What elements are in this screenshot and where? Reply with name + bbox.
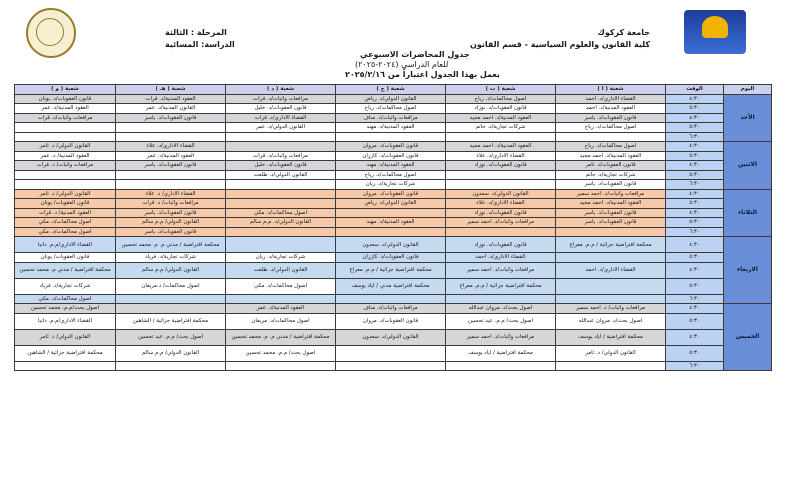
table-row [15, 123, 772, 133]
time-cell: ٥:٣٠ [666, 170, 724, 180]
lecture-cell [336, 361, 446, 371]
academic-year: للعام الدراسي (٢٠٢٤-٢٠٢٥) [355, 60, 449, 69]
lecture-cell: اصول محاكمات/د. رياح [336, 104, 446, 114]
lecture-cell [116, 361, 226, 371]
schedule-title: جدول المحاضرات الاسبوعي [360, 50, 470, 59]
column-header: شعبة ( هـ ) [116, 85, 226, 95]
lecture-cell: العقود المدنية/د. احمد [556, 104, 666, 114]
lecture-cell [556, 253, 666, 263]
lecture-cell: قانون العقوبات/د. نوزاد [446, 208, 556, 218]
lecture-cell: قانون العقوبات/د. خليل [226, 104, 336, 114]
lecture-cell [556, 294, 666, 304]
lecture-cell: العقود المدنية/د. عمر [15, 104, 116, 114]
time-cell: ٤:٣٠ [666, 94, 724, 104]
page-header [0, 0, 800, 84]
lecture-cell: قانون العقوبات/د. مروان [336, 313, 446, 329]
lecture-cell: اصول بحث/د. مروان عبدالله [446, 304, 556, 314]
table-row [15, 218, 772, 228]
lecture-cell: القانون الدولي/ م.م سالم [116, 218, 226, 228]
lecture-cell: اصول محاكمات/د. مكي [226, 208, 336, 218]
lecture-cell: مرافعات واثبات/د. قرات [15, 113, 116, 123]
time-cell: ٥:٣٠ [666, 345, 724, 361]
table-body [15, 94, 772, 371]
lecture-cell: اصول بحث/د. مروان عبدالله [556, 313, 666, 329]
lecture-cell: محكمة افتراضية / مدني م. م. محمد تحسين [116, 237, 226, 253]
lecture-cell: القانون الدولي/د. م.م سالم [226, 218, 336, 228]
lecture-cell [446, 132, 556, 142]
table-row [15, 278, 772, 294]
lecture-cell: العقود المدنية/د. مهند [336, 218, 446, 228]
lecture-cell: مرافعات واثبات/ د. احمد سمير [556, 304, 666, 314]
lecture-cell: القضاء الاداري/م.م. دانيا [15, 237, 116, 253]
lecture-cell: اصول بحث/ م.م. محمد تحسين [226, 345, 336, 361]
table-row [15, 208, 772, 218]
lecture-cell: القضاء الاداري/ د. علاء [116, 189, 226, 199]
time-cell: ٤:٣٠ [666, 304, 724, 314]
lecture-cell: شركات تجارية/د. ريان [226, 253, 336, 263]
lecture-cell: محكمة افتراضية جزائية / الشاهين [15, 345, 116, 361]
lecture-cell: اصول بحث/ م.م. عيد تحسين [116, 329, 226, 345]
lecture-cell: قانون العقوبات/د. ياسر [556, 208, 666, 218]
lecture-cell [116, 132, 226, 142]
lecture-cell: القضاء الاداري/م.م. دانيا [15, 313, 116, 329]
table-row [15, 189, 772, 199]
lecture-cell: العقود المدنية/د. احمد مجيد [446, 113, 556, 123]
lecture-cell: قانون العقوبات/د. ياسر [116, 113, 226, 123]
lecture-cell [116, 180, 226, 190]
lecture-cell [336, 208, 446, 218]
lecture-cell: القانون الدولي/ م.م سالم [116, 345, 226, 361]
lecture-cell: اصول محاكمات/ د.مريفان [116, 278, 226, 294]
lecture-cell: قانون العقوبات/د. كاززان [336, 151, 446, 161]
time-cell: ٥:٣٠ [666, 313, 724, 329]
lecture-cell: القضاء الاداري/د. علاء [116, 142, 226, 152]
lecture-cell [556, 227, 666, 237]
lecture-cell: القانون الدولي/ د. ثامر [15, 142, 116, 152]
lecture-cell [15, 180, 116, 190]
lecture-cell: اصول محاكمات/د. رياح [446, 94, 556, 104]
time-cell: ٦:٣٠ [666, 227, 724, 237]
lecture-cell: قانون العقوبات/د. مروان [336, 142, 446, 152]
lecture-cell [226, 132, 336, 142]
lecture-cell: القانون الدولي/ د. ثامر [15, 189, 116, 199]
lecture-cell: القانون المدنية/د. عمر [116, 104, 226, 114]
table-row [15, 294, 772, 304]
lecture-cell: قانون العقوبات/ يونان [15, 199, 116, 209]
time-cell: ٥:٣٠ [666, 151, 724, 161]
lecture-cell [226, 361, 336, 371]
lecture-cell: القضاء الاداري/د. علاء [446, 199, 556, 209]
lecture-cell: شركات تجارية/د. فرياد [116, 253, 226, 263]
lecture-cell: قانون العقوبات/د. يونان [15, 94, 116, 104]
time-cell: ٤:٣٠ [666, 142, 724, 152]
lecture-cell [15, 132, 116, 142]
table-row [15, 180, 772, 190]
time-cell: ٤:٣٠ [666, 113, 724, 123]
lecture-cell: العقود المدنية/د. احمد مجيد [556, 151, 666, 161]
lecture-cell: محكمة افتراضية جزائية / م.م. معراج [446, 278, 556, 294]
lecture-cell: محكمة افتراضية جزائية / م.م. معراج [556, 237, 666, 253]
column-header: شعبة ( ا ) [556, 85, 666, 95]
table-row [15, 253, 772, 263]
table-row [15, 227, 772, 237]
time-cell: ٦:٣٠ [666, 180, 724, 190]
lecture-cell: العقود المدنية/د. عمر [116, 151, 226, 161]
stage-label: المرحلة : الثالثة [165, 28, 227, 37]
lecture-cell: اصول محاكمات/د. مكي [226, 278, 336, 294]
time-cell: ٤:٣٠ [666, 329, 724, 345]
lecture-cell [556, 132, 666, 142]
table-row [15, 113, 772, 123]
lecture-cell: مرافعات واثبات/د. مناف [336, 113, 446, 123]
lecture-cell: القانون الدولي/د. عمر [226, 123, 336, 133]
table-row [15, 142, 772, 152]
study-label: الدراسة: المسائية [165, 40, 235, 49]
lecture-cell [226, 142, 336, 152]
effective-date: يعمل بهذا الجدول اعتباراً من ٢٠٢٥/٢/١٦ [345, 70, 500, 79]
lecture-cell: القانون الدولي/د. طلعت [226, 262, 336, 278]
lecture-cell [226, 180, 336, 190]
lecture-cell: محكمة افتراضية / اياد يوسف [556, 329, 666, 345]
lecture-cell [226, 199, 336, 209]
lecture-cell: محكمة افتراضية جزائية / م.م. معراج [336, 262, 446, 278]
lecture-cell: محكمة افتراضية جزائية / الشاهين [116, 313, 226, 329]
lecture-cell: قانون العقوبات/د. ثامر [556, 161, 666, 171]
law-college-seal [26, 8, 76, 58]
lecture-cell: اصول محاكمات/د. رياح [556, 123, 666, 133]
column-header: شعبة ( د ) [226, 85, 336, 95]
lecture-cell: مرافعات واثبات/د. احمد سمير [446, 218, 556, 228]
lecture-cell [116, 304, 226, 314]
time-cell: ٤:٣٠ [666, 262, 724, 278]
lecture-cell: القضاء الاداري/د. احمد [446, 253, 556, 263]
time-cell: ٦:٣٠ [666, 361, 724, 371]
lecture-cell: اصول بحث/م.م. محمد تحسين [15, 304, 116, 314]
day-cell: الاثنين [724, 142, 772, 190]
lecture-cell: قانون العقوبات/د. مروان [336, 189, 446, 199]
table-row [15, 170, 772, 180]
lecture-cell: مرافعات واثبات/د. احمد سمير [556, 189, 666, 199]
lecture-cell [556, 278, 666, 294]
lecture-cell: مرافعات واثبات/د. قرات [226, 151, 336, 161]
lecture-cell [116, 123, 226, 133]
day-cell: الخميس [724, 304, 772, 371]
college-name: كلية القانون والعلوم السياسية - قسم القانون [470, 40, 650, 49]
time-cell: ٦:٣٠ [666, 132, 724, 142]
lecture-cell: القانون الدولي/د. رياض [336, 94, 446, 104]
table-row [15, 104, 772, 114]
lecture-cell: شركات تجارية/د. ريان [336, 180, 446, 190]
university-name: جامعة كركوك [597, 28, 650, 37]
lecture-cell: القانون الدولي/د. سعدون [336, 329, 446, 345]
lecture-cell: قانون العقوبات/د. ياسر [116, 208, 226, 218]
lecture-cell: اصول بحث/ م.م. عيد تحسين [446, 313, 556, 329]
lecture-cell: اصول محاكمات/د. رياح [556, 142, 666, 152]
lecture-cell [446, 227, 556, 237]
day-cell: الأحد [724, 94, 772, 142]
lecture-cell: القضاء الاداري/د. احمد [556, 94, 666, 104]
lecture-cell: شركات تجارية/د. حاتم [446, 123, 556, 133]
lecture-cell: العقود المدنية/د. قرات [116, 94, 226, 104]
lecture-cell [226, 189, 336, 199]
column-header: شعبة ( و ) [15, 85, 116, 95]
lecture-cell: قانون العقوبات/د. ياسر [556, 113, 666, 123]
lecture-cell [446, 294, 556, 304]
lecture-cell: مرافعات واثبات/د. مناف [336, 304, 446, 314]
table-row [15, 329, 772, 345]
lecture-cell: محكمة افتراضية / مدني م. م. محمد تحسين [226, 329, 336, 345]
kirkuk-university-logo [684, 10, 746, 54]
lecture-cell: القانون الدولي/ د. ثامر [556, 345, 666, 361]
lecture-cell [446, 361, 556, 371]
lecture-cell: اصول محاكمات/د. مكي [15, 227, 116, 237]
time-cell: ٤:٣٠ [666, 208, 724, 218]
time-cell: ٥:٣٠ [666, 253, 724, 263]
lecture-cell: مرافعات واثبات/د. قرات [226, 94, 336, 104]
lecture-cell: القانون الدولي/ م.م سالم [116, 262, 226, 278]
lecture-cell: القانون الدولي/د. سعدون [446, 189, 556, 199]
lecture-cell: العقود المدنية/د. مهند [336, 123, 446, 133]
lecture-cell: قانون العقوبات/د. نوزاد [446, 161, 556, 171]
lecture-cell [116, 170, 226, 180]
lecture-cell: القانون الدولي/د. طلعت [226, 170, 336, 180]
lecture-cell [336, 294, 446, 304]
lecture-cell: العقود المدنية/ د. قرات [15, 208, 116, 218]
lecture-cell: العقود المدنية/د. مهند [336, 161, 446, 171]
table-row [15, 132, 772, 142]
lecture-cell: محكمة افتراضية / اياد يوسف [446, 345, 556, 361]
lecture-cell [446, 180, 556, 190]
lecture-cell: العقود المدنية/د. احمد مجيد [446, 142, 556, 152]
table-row [15, 313, 772, 329]
lecture-cell: مرافعات واثبات/ د. قرات [15, 161, 116, 171]
schedule-table [14, 84, 772, 371]
table-row [15, 199, 772, 209]
lecture-cell [556, 361, 666, 371]
lecture-cell: شركات تجارية/د. حاتم [556, 170, 666, 180]
lecture-cell: اصول محاكمات/د. مكي [15, 294, 116, 304]
lecture-cell: العقود المدنية/د. احمد مجيد [556, 199, 666, 209]
lecture-cell: قانون العقوبات/د. كاززان [336, 253, 446, 263]
lecture-cell: قانون العقوبات/د. ياسر [116, 161, 226, 171]
lecture-cell [336, 345, 446, 361]
time-cell: ٥:٣٠ [666, 199, 724, 209]
lecture-cell: مرافعات واثبات/د. احمد سمير [446, 329, 556, 345]
lecture-cell: قانون العقوبات/ يونان [15, 253, 116, 263]
time-cell: ٤:٣٠ [666, 189, 724, 199]
time-cell: ٤:٣٠ [666, 237, 724, 253]
time-cell: ٤:٣٠ [666, 161, 724, 171]
lecture-cell: قانون العقوبات/د. نوزاد [446, 237, 556, 253]
column-header: اليوم [724, 85, 772, 95]
lecture-cell [446, 170, 556, 180]
day-cell: الثلاثاء [724, 189, 772, 237]
table-row [15, 304, 772, 314]
lecture-cell [336, 132, 446, 142]
table-row [15, 151, 772, 161]
column-header: شعبة ( ب ) [446, 85, 556, 95]
lecture-cell [15, 123, 116, 133]
lecture-cell: القضاء الاداري/د. احمد [556, 262, 666, 278]
table-header-row [15, 85, 772, 95]
lecture-cell: اصول محاكمات/د. مكي [15, 218, 116, 228]
lecture-cell [15, 361, 116, 371]
lecture-cell: مرافعات واثبات/ د. قرات [116, 199, 226, 209]
time-cell: ٥:٣٠ [666, 104, 724, 114]
lecture-cell: قانون العقوبات/د. نوزاد [446, 104, 556, 114]
lecture-cell [226, 227, 336, 237]
lecture-cell: اصول محاكمات/د. مريفان [226, 313, 336, 329]
lecture-cell: القضاء الاداري/د. علاء [446, 151, 556, 161]
lecture-cell: محكمة افتراضية / مدني م. محمد تحسين [15, 262, 116, 278]
time-cell: ٥:٣٠ [666, 123, 724, 133]
lecture-cell: العقود المدنية/ د. عمر [15, 151, 116, 161]
lecture-cell: القانون الدولي/د. رياض [336, 199, 446, 209]
lecture-cell: القضاء الاداري/د. قرات [226, 113, 336, 123]
table-row [15, 262, 772, 278]
column-header: شعبة ( ج ) [336, 85, 446, 95]
lecture-cell [226, 294, 336, 304]
day-cell: الاربعاء [724, 237, 772, 304]
lecture-cell: مرافعات واثبات/د. احمد سمير [446, 262, 556, 278]
table-row [15, 345, 772, 361]
lecture-cell: قانون العقوبات/د. ياسر [556, 218, 666, 228]
lecture-cell: القانون الدولي/د. سعدون [336, 237, 446, 253]
time-cell: ٥:٣٠ [666, 218, 724, 228]
lecture-cell [226, 237, 336, 253]
table-row [15, 94, 772, 104]
time-cell: ٥:٣٠ [666, 278, 724, 294]
lecture-cell: قانون العقوبات/د. خليل [226, 161, 336, 171]
lecture-cell: شركات تجارية/د. فرياد [15, 278, 116, 294]
lecture-cell [116, 294, 226, 304]
table-row [15, 237, 772, 253]
lecture-cell [336, 227, 446, 237]
lecture-cell [15, 170, 116, 180]
time-cell: ٦:٣٠ [666, 294, 724, 304]
lecture-cell: اصول محاكمات/د. رياح [336, 170, 446, 180]
table-row [15, 361, 772, 371]
lecture-cell: محكمة افتراضية مدني / اياد يوسف [336, 278, 446, 294]
lecture-cell: قانون العقوبات/د. ياسر [556, 180, 666, 190]
lecture-cell: القانون الدولي/ د. ثامر [15, 329, 116, 345]
lecture-cell: العقود المدنية/د. عمر [226, 304, 336, 314]
lecture-cell: قانون العقوبات/د. ياسر [116, 227, 226, 237]
table-row [15, 161, 772, 171]
column-header: الوقت [666, 85, 724, 95]
